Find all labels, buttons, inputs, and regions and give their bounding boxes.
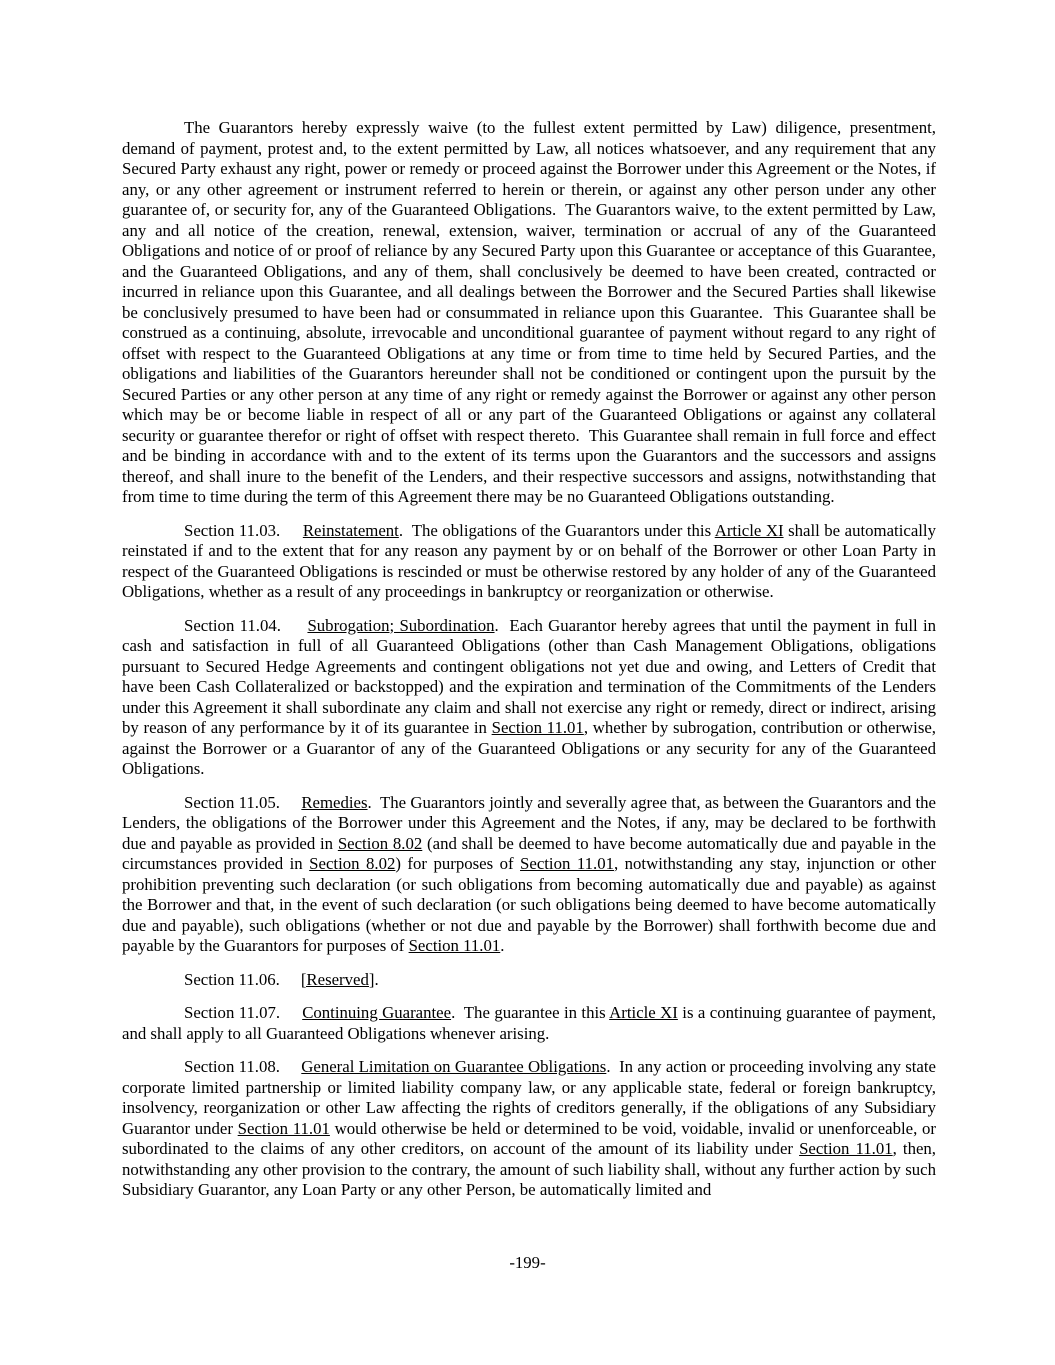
text-run: . [374,969,379,989]
text-run: ) for purposes of [395,854,521,873]
section-11-03-paragraph [122,521,936,603]
text-run: . The Guarantors jointly and severally agree that, as between the Guarantors and the Lenders, the obligations of the Borrower under this Agreement and the Notes, if any, may be declared to be forthwith due and payable as provided in [122,792,936,853]
text-run: Section 11.03. [184,520,303,540]
text-run: , then, notwithstanding any other provision to the contrary, the amount of such liability shall, without any further action by such Subsidiary Guarantor, any Loan Party or any other Person, be automatically limited and [122,1139,937,1199]
text-run: shall be automatically reinstated if and to the extent that for any reason any payment by or on behalf of the Borrower or other Loan Party in respect of the Guaranteed Obligations is rescinded or must be otherwise restored by any holder of any of the Guaranteed Obligations, whether as a result of any proceedings in bankruptcy or reorganization or otherwise. [122,520,936,601]
text-run: would otherwise be held or determined to be void, voidable, invalid or unenforceable, or subordinated to the claims of any other creditors, on account of the amount of its liability under [122,1118,936,1158]
cross-reference: Section 11.01 [799,1139,893,1158]
text-run: , whether by subrogation, contribution or otherwise, against the Borrower or a Guarantor of any of the Guaranteed Obligations or any security for any of the Guaranteed Obligations. [122,718,936,778]
section-title: General Limitation on Guarantee Obligations [301,1057,607,1076]
cross-reference: Section 11.01 [237,1118,330,1138]
text-run: Section 11.08. [184,1057,302,1076]
cross-reference: Article XI [609,1003,678,1022]
page-number: -199- [509,1253,546,1272]
cross-reference: Article XI [714,520,784,540]
cross-reference: Section 8.02 [337,833,423,853]
cross-reference: Section 11.01 [491,718,584,737]
cross-reference: Section 8.02 [309,854,396,873]
section-11-04-paragraph [122,616,936,780]
text-run: Section 11.07. [184,1003,303,1022]
section-11-05-paragraph [122,793,936,957]
text-run: The Guarantors hereby expressly waive (to the fullest extent permitted by Law) diligence, presentment, demand of payment, protest and, to the extent permitted by Law, all notices whatsoever, and any requirement that any Secured Party exhaust any right, power or remedy or proceed against the Borrower under this Agreement or the Notes, if any, or any other agreement or instrument referred to herein or therein, or against any other person under any other guarantee of, or security for, any of the Guaranteed Obligations. The Guarantors waive, to the extent permitted by Law, any and all notice of the creation, renewal, extension, waiver, termination or accrual of any of the Guaranteed Obligations and notice of or proof of reliance by any Secured Party upon this Guarantee or acceptance of this Guarantee, and the Guaranteed Obligations, and any of them, shall conclusively be deemed to have been created, contracted or incurred in reliance upon this Guarantee, and all dealings between the Borrower and the Secured Parties shall likewise be conclusively presumed to have been had or consummated in reliance upon this Guarantee. This Guarantee shall be construed as a continuing, absolute, irrevocable and unconditional guarantee of payment without regard to any right of offset with respect to the Guaranteed Obligations at any time or from time to time held by Secured Parties, and the obligations and liabilities of the Guarantors hereunder shall not be conditioned or contingent upon the pursuit by the Secured Parties or any other person at any time of any right or remedy against the Borrower or against any other person which may be or become liable in respect of all or any part of the Guaranteed Obligations or against any collateral security or guarantee therefor or right of offset with respect thereto. This Guarantee shall remain in full force and effect and be binding in accordance with and to the extent of its terms upon the Guarantors and the successors and assigns thereof, and shall inure to the benefit of the Lenders, and their respective successors and assigns, notwithstanding that from time to time during the term of this Agreement there may be no Guaranteed Obligations outstanding. [122,118,936,506]
section-title: [Reserved] [300,969,375,989]
text-run: (and shall be deemed to have become automatically due and payable in the circumstances provided in [122,833,936,873]
page-footer [0,1253,1055,1274]
section-11-07-paragraph [122,1003,936,1044]
section-title: Subrogation; Subordination [307,615,495,635]
cross-reference: Section 11.01 [520,854,614,873]
section-11-08-paragraph [122,1057,936,1201]
section-title: Remedies [301,792,368,812]
guarantee-waiver-paragraph [122,118,936,508]
section-title: Reinstatement [302,520,399,540]
cross-reference: Section 11.01 [408,936,501,955]
text-run: Section 11.06. [184,969,301,989]
text-run: . In any action or proceeding involving any state corporate limited partnership or limited liability company law, or any applicable state, federal or foreign bankruptcy, insolvency, reorganization or other Law affecting the rights of creditors generally, if the obligations of any Subsidiary Guarantor under [122,1057,936,1138]
text-run: is a continuing guarantee of payment, and shall apply to all Guaranteed Obligations whenever arising. [122,1003,936,1043]
text-run: . The obligations of the Guarantors under this [398,520,715,540]
text-run: Section 11.05. [184,792,302,812]
text-run: . Each Guarantor hereby agrees that until the payment in full in cash and satisfaction in full of all Guaranteed Obligations (other than Cash Management Obligations, obligations pursuant to Secured Hedge Agreements and contingent obligations not yet due and owing, and Letters of Credit that have been Cash Collateralized or backstopped) and the expiration and termination of the Commitments of the Lenders under this Agreement it shall subordinate any claim and shall not exercise any right or remedy, direct or indirect, arising by reason of any performance by it of its guarantee in [122,615,936,737]
text-run: Section 11.04. [184,615,308,635]
section-title: Continuing Guarantee [302,1003,452,1022]
text-run: , notwithstanding any stay, injunction or other prohibition preventing such declaration (or such obligations from becoming automatically due and payable) as against the Borrower and that, in the event of such declaration (or such obligations being deemed to have become automatically due and payable), such obligations (whether or not due and payable by the Borrower) shall forthwith become due and payable by the Guarantors for purposes of [122,854,937,955]
section-11-06-paragraph [122,970,936,991]
text-run: . The guarantee in this [451,1003,610,1022]
document-body [122,118,936,1214]
text-run: . [500,936,505,955]
